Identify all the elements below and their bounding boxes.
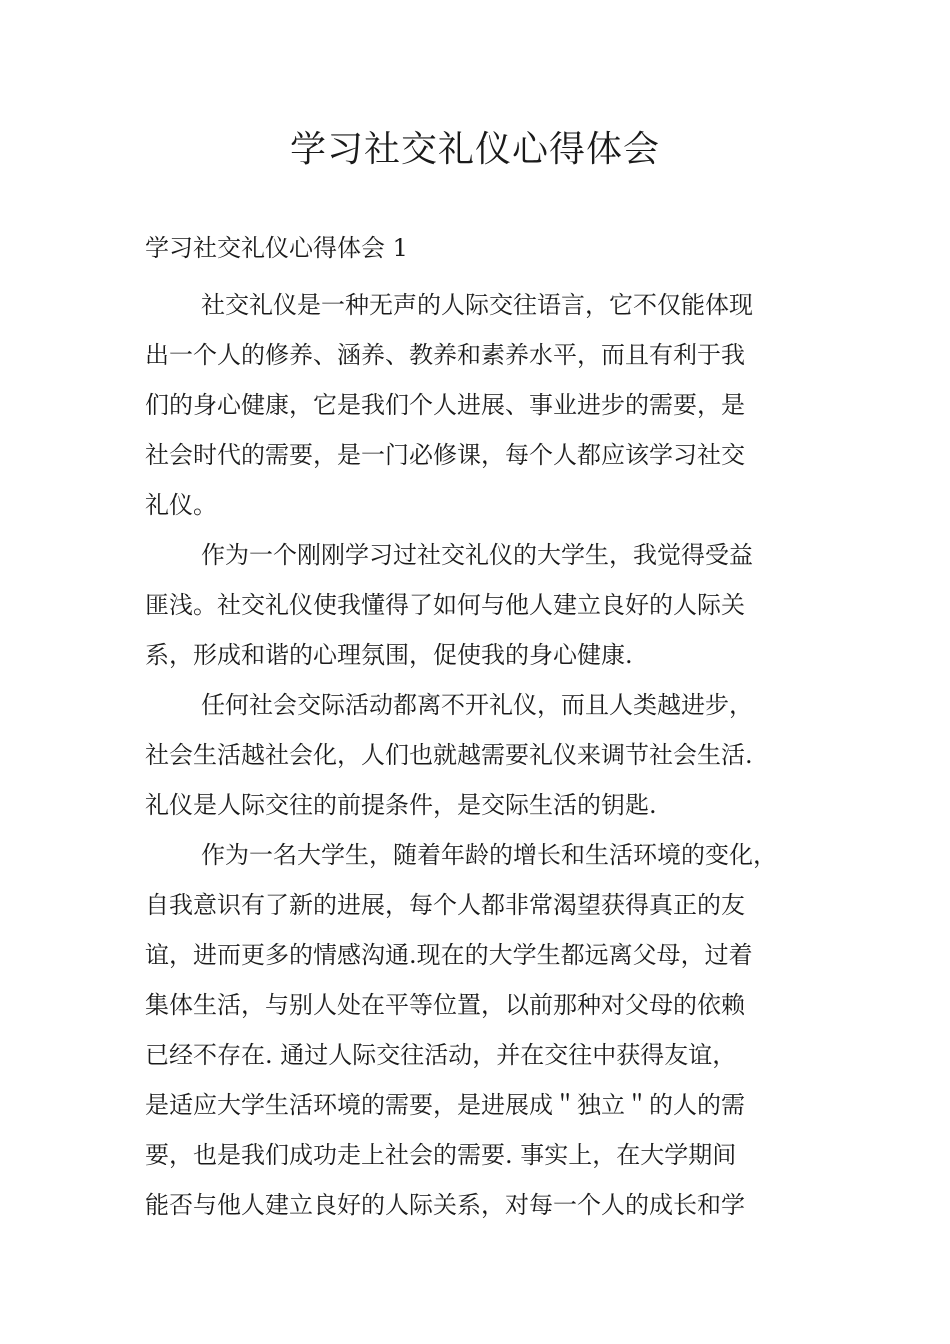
- text-line: 集体生活，与别人处在平等位置，以前那种对父母的依赖: [145, 991, 745, 1019]
- text-line: 是适应大学生活环境的需要，是进展成＂独立＂的人的需: [145, 1091, 745, 1119]
- text-line: 作为一个刚刚学习过社交礼仪的大学生，我觉得受益: [201, 541, 753, 569]
- text-line: 礼仪。: [145, 491, 217, 519]
- document-title: 学习社交礼仪心得体会: [289, 129, 660, 170]
- text-line: 社会生活越社会化，人们也就越需要礼仪来调节社会生活.: [145, 741, 753, 769]
- paragraph: [145, 680, 825, 830]
- paragraph: [145, 280, 825, 530]
- text-line: 系，形成和谐的心理氛围，促使我的身心健康.: [145, 641, 633, 669]
- section-heading: 学习社交礼仪心得体会 1: [145, 234, 408, 262]
- text-line: 社会时代的需要，是一门必修课，每个人都应该学习社交: [145, 441, 745, 469]
- text-line: 们的身心健康，它是我们个人进展、事业进步的需要，是: [145, 391, 745, 419]
- text-line: 已经不存在. 通过人际交往活动，并在交往中获得友谊，: [145, 1041, 737, 1069]
- document-body: [145, 280, 825, 1230]
- text-line: 匪浅。社交礼仪使我懂得了如何与他人建立良好的人际关: [145, 591, 745, 619]
- paragraph: [145, 830, 825, 1230]
- text-line: 社交礼仪是一种无声的人际交往语言，它不仅能体现: [201, 291, 753, 319]
- text-line: 任何社会交际活动都离不开礼仪，而且人类越进步，: [201, 691, 753, 719]
- text-line: 能否与他人建立良好的人际关系，对每一个人的成长和学: [145, 1191, 745, 1219]
- text-line: 礼仪是人际交往的前提条件，是交际生活的钥匙.: [145, 791, 657, 819]
- text-line: 要，也是我们成功走上社会的需要. 事实上，在大学期间: [145, 1141, 737, 1169]
- text-line: 出一个人的修养、涵养、教养和素养水平，而且有利于我: [145, 341, 745, 369]
- text-line: 作为一名大学生，随着年龄的增长和生活环境的变化，: [201, 841, 777, 869]
- text-line: 谊，进而更多的情感沟通.现在的大学生都远离父母，过着: [145, 941, 753, 969]
- text-line: 自我意识有了新的进展，每个人都非常渴望获得真正的友: [145, 891, 745, 919]
- paragraph: [145, 530, 825, 680]
